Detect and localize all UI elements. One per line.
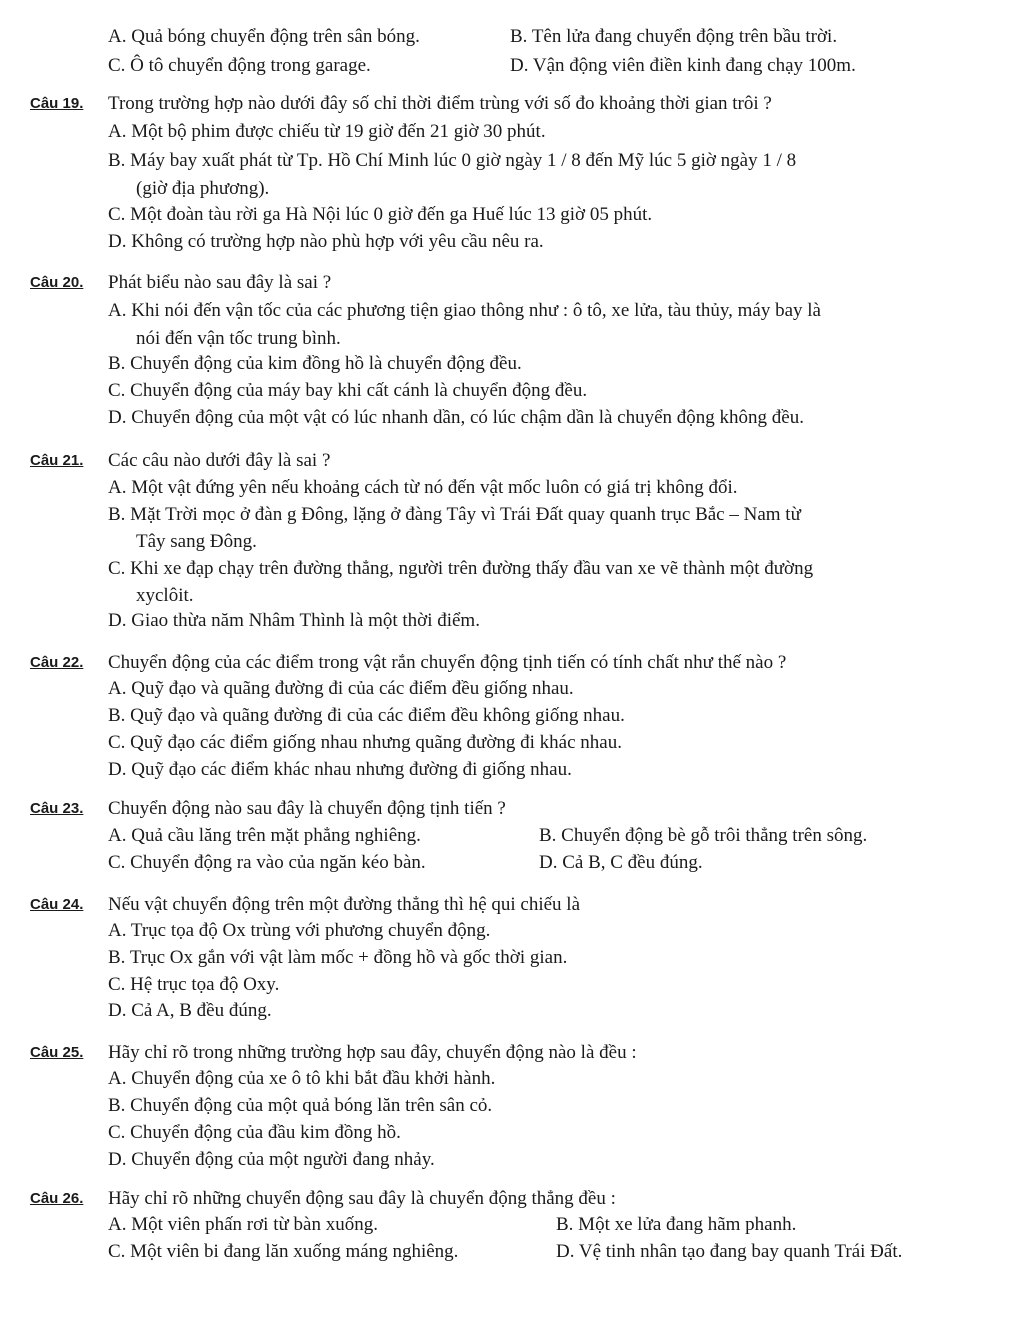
top-option-a: A. Quả bóng chuyển động trên sân bóng. [108,26,420,47]
question-26-option-b: B. Một xe lửa đang hãm phanh. [556,1214,797,1235]
question-20-option-d: D. Chuyển động của một vật có lúc nhanh dần, có lúc chậm dần là chuyển động không đều. [108,407,804,428]
question-19-option-b: B. Máy bay xuất phát từ Tp. Hồ Chí Minh lúc 0 giờ ngày 1 / 8 đến Mỹ lúc 5 giờ ngày 1 / 8 [108,150,797,171]
question-20-option-b: B. Chuyển động của kim đồng hồ là chuyển động đều. [108,353,522,374]
question-19-option-d: D. Không có trường hợp nào phù hợp với yêu cầu nêu ra. [108,231,544,252]
question-26-stem: Hãy chỉ rõ những chuyển động sau đây là chuyển động thẳng đều : [108,1188,616,1209]
question-25-number: Câu 25. [30,1044,84,1061]
question-19-option-b-cont: (giờ địa phương). [136,178,270,199]
question-24-option-d: D. Cả A, B đều đúng. [108,1000,272,1021]
question-24-stem: Nếu vật chuyển động trên một đường thẳng thì hệ qui chiếu là [108,894,581,915]
question-20-stem: Phát biểu nào sau đây là sai ? [108,272,332,293]
question-25-option-c: C. Chuyển động của đầu kim đồng hồ. [108,1122,401,1143]
question-24-number: Câu 24. [30,896,84,913]
question-24-option-c: C. Hệ trục tọa độ Oxy. [108,974,280,995]
top-option-b: B. Tên lửa đang chuyển động trên bầu trời. [510,26,838,47]
question-26-option-a: A. Một viên phấn rơi từ bàn xuống. [108,1214,378,1235]
question-22-option-d: D. Quỹ đạo các điểm khác nhau nhưng đường đi giống nhau. [108,759,572,780]
question-23-option-c: C. Chuyển động ra vào của ngăn kéo bàn. [108,852,426,873]
question-22-stem: Chuyển động của các điểm trong vật rắn chuyển động tịnh tiến có tính chất như thế nào ? [108,652,787,673]
question-20-number: Câu 20. [30,274,84,291]
question-22-option-c: C. Quỹ đạo các điểm giống nhau nhưng quãng đường đi khác nhau. [108,732,622,753]
question-26-option-c: C. Một viên bi đang lăn xuống máng nghiêng. [108,1241,459,1262]
question-21-option-d: D. Giao thừa năm Nhâm Thình là một thời điểm. [108,610,480,631]
question-24-option-a: A. Trục tọa độ Ox trùng với phương chuyển động. [108,920,491,941]
question-25-option-d: D. Chuyển động của một người đang nhảy. [108,1149,435,1170]
top-option-c: C. Ô tô chuyển động trong garage. [108,55,371,76]
question-26-option-d: D. Vệ tinh nhân tạo đang bay quanh Trái Đất. [556,1241,903,1262]
question-25-option-b: B. Chuyển động của một quả bóng lăn trên sân cỏ. [108,1095,493,1116]
top-option-d: D. Vận động viên điền kinh đang chạy 100m. [510,55,856,76]
question-21-option-c-cont: xyclôit. [136,585,194,606]
question-21-number: Câu 21. [30,452,84,469]
question-21-option-c: C. Khi xe đạp chạy trên đường thẳng, người trên đường thấy đầu van xe vẽ thành một đường [108,558,814,579]
question-21-option-b: B. Mặt Trời mọc ở đàn g Đông, lặng ở đàng Tây vì Trái Đất quay quanh trục Bắc – Nam từ [108,504,801,525]
question-21-option-a: A. Một vật đứng yên nếu khoảng cách từ nó đến vật mốc luôn có giá trị không đổi. [108,477,738,498]
question-25-option-a: A. Chuyển động của xe ô tô khi bắt đầu khởi hành. [108,1068,496,1089]
question-20-option-c: C. Chuyển động của máy bay khi cất cánh là chuyển động đều. [108,380,588,401]
question-20-option-a-cont: nói đến vận tốc trung bình. [136,328,341,349]
question-23-option-a: A. Quả cầu lăng trên mặt phẳng nghiêng. [108,825,421,846]
question-20-option-a: A. Khi nói đến vận tốc của các phương tiện giao thông như : ô tô, xe lửa, tàu thủy, máy bay là [108,300,821,321]
question-23-number: Câu 23. [30,800,84,817]
question-19-number: Câu 19. [30,95,84,112]
question-25-stem: Hãy chỉ rõ trong những trường hợp sau đây, chuyển động nào là đều : [108,1042,637,1063]
question-22-number: Câu 22. [30,654,84,671]
question-23-option-b: B. Chuyển động bè gỗ trôi thẳng trên sông. [539,825,868,846]
question-19-option-c: C. Một đoàn tàu rời ga Hà Nội lúc 0 giờ đến ga Huế lúc 13 giờ 05 phút. [108,204,653,225]
question-19-option-a: A. Một bộ phim được chiếu từ 19 giờ đến 21 giờ 30 phút. [108,121,546,142]
question-21-stem: Các câu nào dưới đây là sai ? [108,450,331,471]
question-26-number: Câu 26. [30,1190,84,1207]
question-23-option-d: D. Cả B, C đều đúng. [539,852,703,873]
question-22-option-a: A. Quỹ đạo và quãng đường đi của các điểm đều giống nhau. [108,678,574,699]
question-21-option-b-cont: Tây sang Đông. [136,531,257,552]
question-22-option-b: B. Quỹ đạo và quãng đường đi của các điểm đều không giống nhau. [108,705,625,726]
question-23-stem: Chuyển động nào sau đây là chuyển động tịnh tiến ? [108,798,506,819]
question-19-stem: Trong trường hợp nào dưới đây số chỉ thời điểm trùng với số đo khoảng thời gian trôi ? [108,93,772,114]
question-24-option-b: B. Trục Ox gắn với vật làm mốc + đồng hồ và gốc thời gian. [108,947,568,968]
